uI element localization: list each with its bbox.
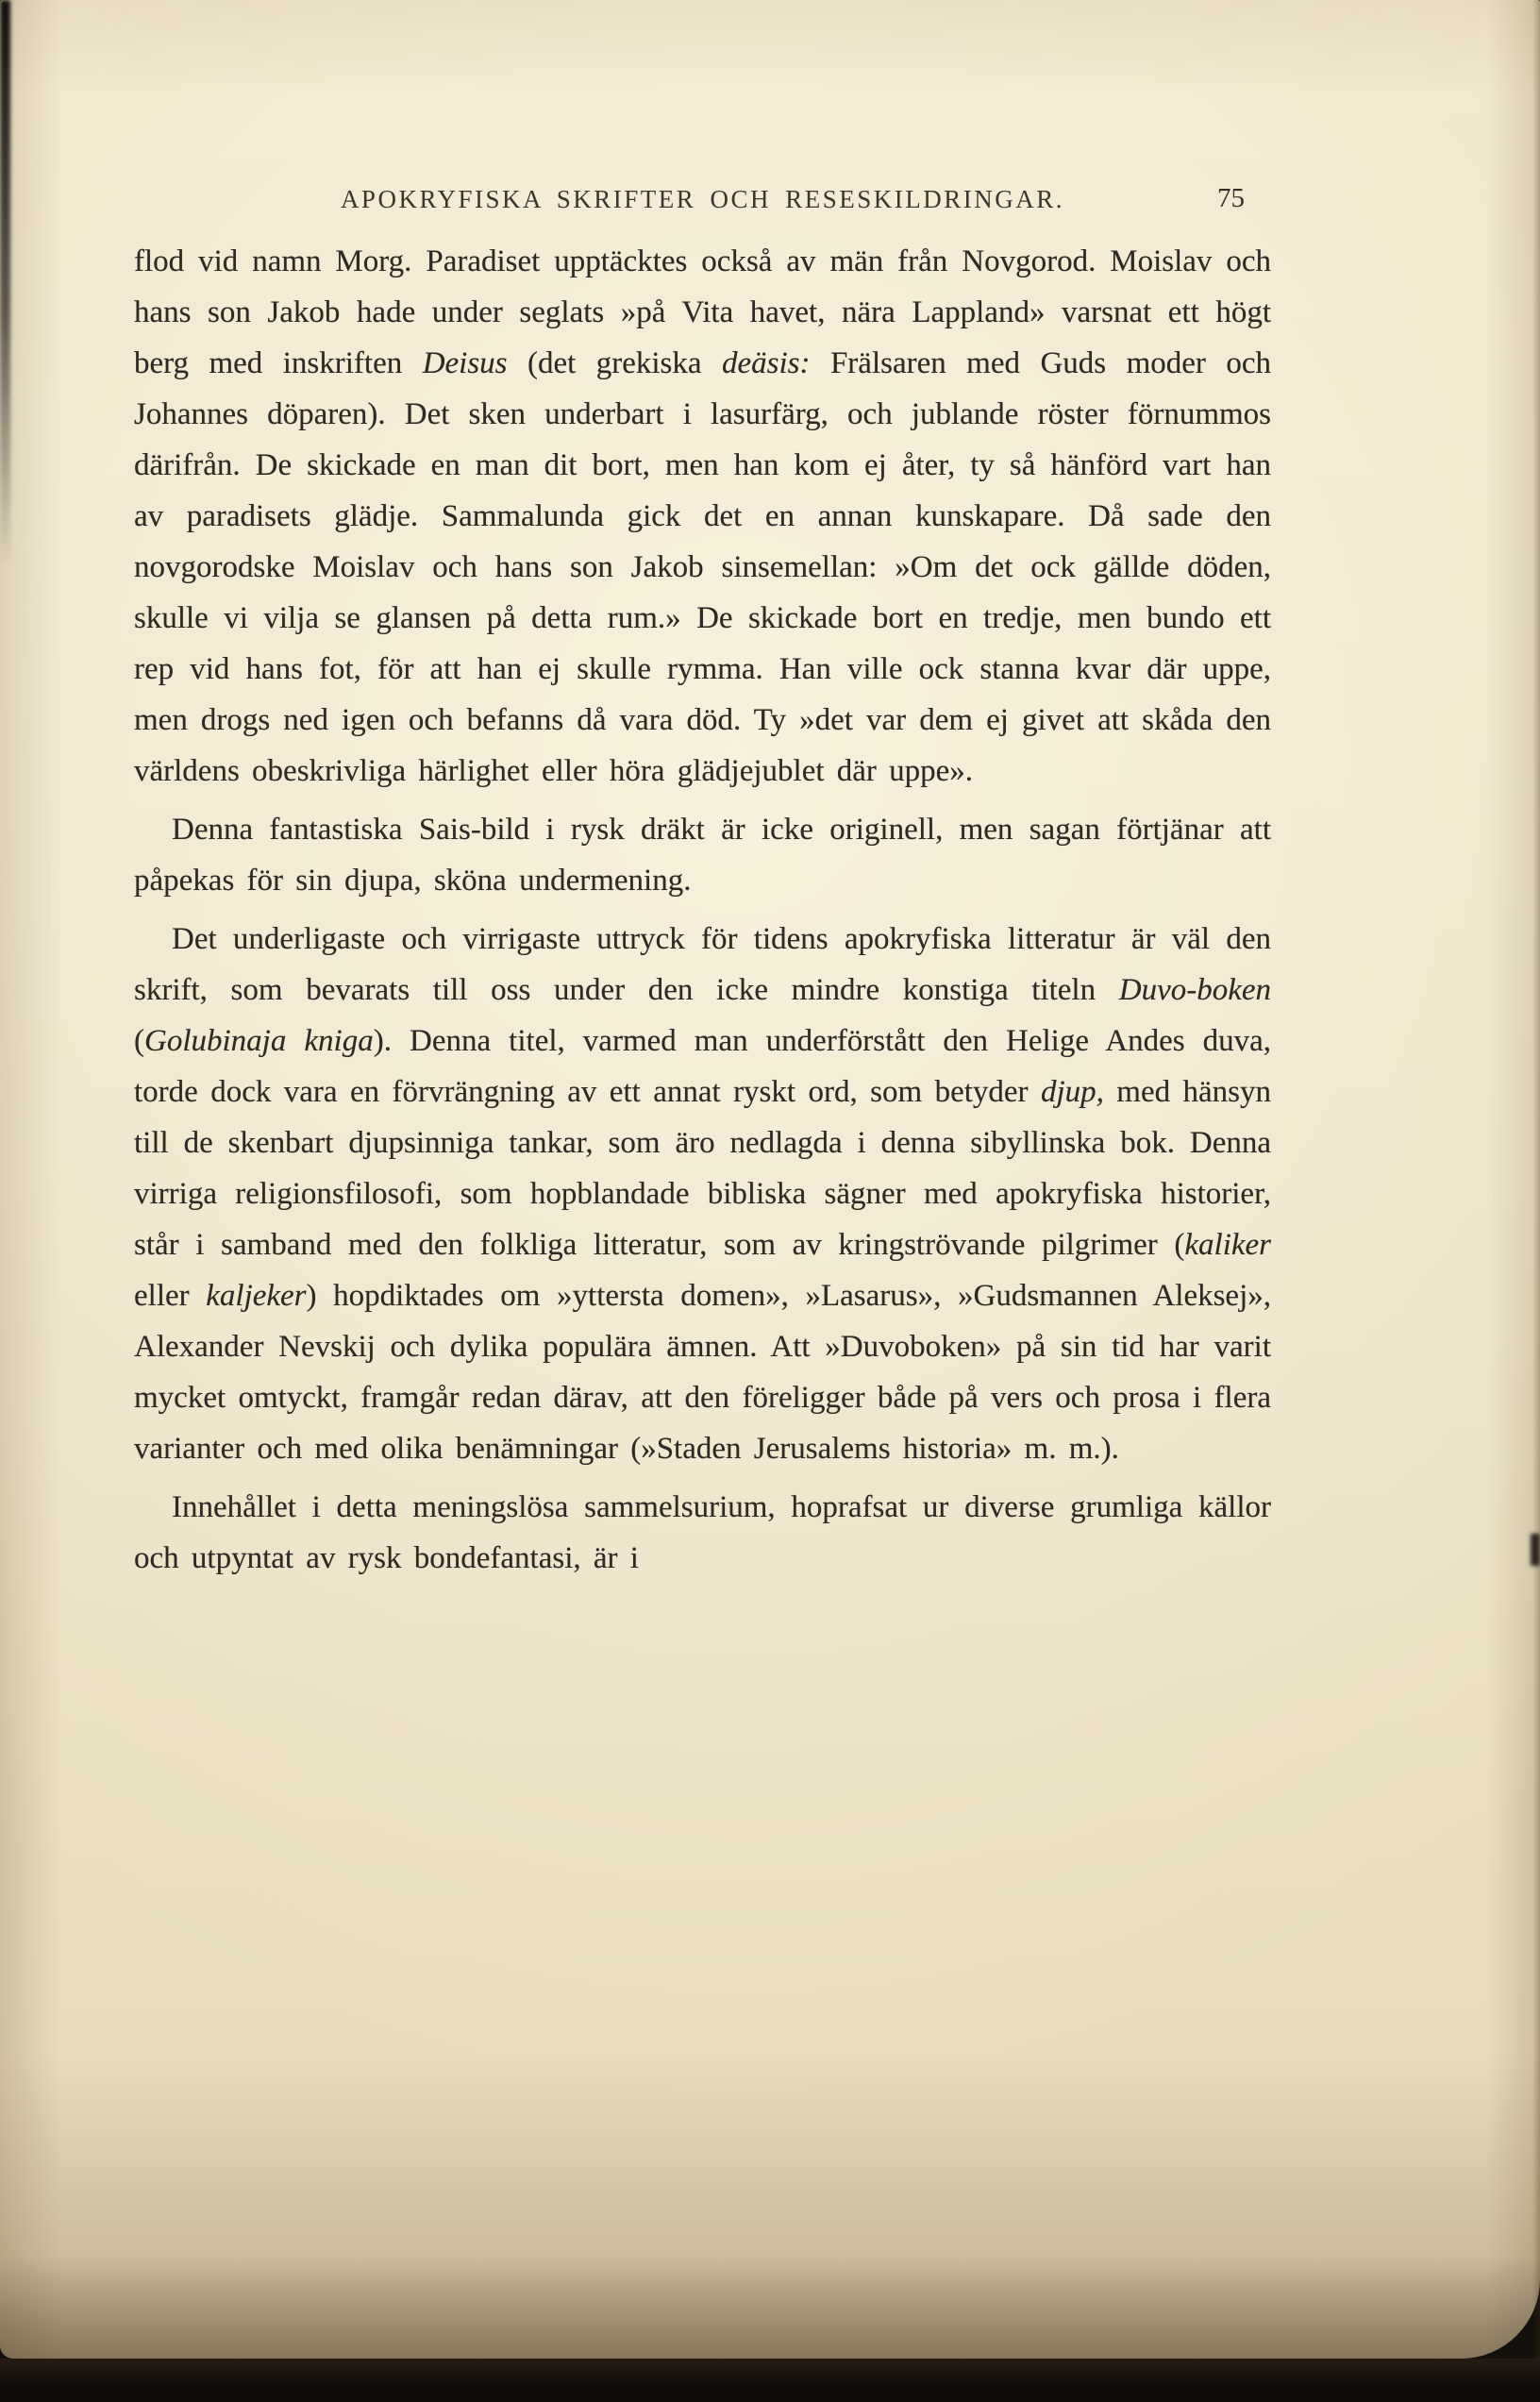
text-run: Innehållet i detta meningslösa sammelsurium, hoprafsat ur diverse grumliga källor och utpyntat av rysk bondefantasi, är i [134, 1490, 1271, 1575]
text-run: flod vid namn Morg. Paradiset upptäcktes också av män från Novgorod. Moislav och hans son Jakob hade under seglats »på Vita havet, nära Lappland» varsnat ett högt berg med inskriften [134, 244, 1271, 380]
text-run: eller [134, 1279, 207, 1313]
text-run: ( [134, 1024, 144, 1058]
page-number: 75 [1217, 183, 1245, 213]
text-run: Det underligaste och virrigaste uttryck för tidens apokryfiska litteratur är väl den skrift, som bevarats till oss under den icke mindre konstiga titeln [134, 922, 1271, 1007]
paragraph [134, 914, 1271, 1474]
italic-text-run: djup, [1040, 1075, 1104, 1109]
italic-text-run: Duvo-boken [1118, 973, 1271, 1007]
italic-text-run: deäsis: [722, 346, 811, 380]
page-header [134, 185, 1271, 214]
paragraph [134, 1482, 1271, 1584]
text-run: (det grekiska [507, 346, 722, 380]
paragraph [134, 236, 1271, 797]
scan-left-edge-shadow [0, 0, 10, 566]
italic-text-run: kaliker [1184, 1228, 1271, 1262]
text-run: ). Denna titel, varmed man underförstått den Helige Andes duva, torde dock vara en förvrängning av ett annat ryskt ord, som betyder [134, 1024, 1272, 1109]
scan-right-edge-shadow [1532, 0, 1540, 2364]
scan-right-edge-mark [1531, 1534, 1540, 1566]
running-header-title: APOKRYFISKA SKRIFTER OCH RESESKILDRINGAR. [340, 185, 1065, 213]
italic-text-run: Golubinaja kniga [144, 1024, 374, 1058]
text-run: Denna fantastiska Sais-bild i rysk dräkt är icke originell, men sagan förtjänar att påpekas för sin djupa, sköna undermening. [134, 813, 1271, 898]
text-block [134, 236, 1271, 1591]
text-run: ) hopdiktades om »yttersta domen», »Lasarus», »Gudsmannen Aleksej», Alexander Nevskij och dylika populära ämnen. Att »Duvoboken» på sin tid har varit mycket omtyckt, framgår redan därav, att den föreligger både på vers och prosa i flera varianter och med olika benämningar (»Staden Jerusalems historia» m. m.). [134, 1279, 1271, 1466]
italic-text-run: kaljeker [206, 1279, 307, 1313]
text-run: Frälsaren med Guds moder och Johannes döparen). Det sken underbart i lasurfärg, och jublande röster förnummos därifrån. De skickade en man dit bort, men han kom ej åter, ty så hänförd vart han av paradisets glädje. Sammalunda gick det en annan kunskapare. Då sade den novgorodske Moislav och hans son Jakob sinsemellan: »Om det ock gällde döden, skulle vi vilja se glansen på detta rum.» De skickade bort en tredje, men bundo ett rep vid hans fot, för att han ej skulle rymma. Han ville ock stanna kvar där uppe, men drogs ned igen och befanns då vara död. Ty »det var dem ej givet att skåda den världens obeskrivliga härlighet eller höra glädjejublet där uppe». [134, 346, 1271, 788]
paragraph [134, 804, 1271, 906]
scan-bottom-edge [0, 2359, 1540, 2402]
italic-text-run: Deisus [422, 346, 508, 380]
text-run: med hänsyn till de skenbart djupsinniga tankar, som äro nedlagda i denna sibyllinska bok. Denna virriga religionsfilosofi, som hopblandade bibliska sägner med apokryfiska historier, står i samband med den folkliga litteratur, som av kringströvande pilgrimer ( [134, 1075, 1271, 1262]
